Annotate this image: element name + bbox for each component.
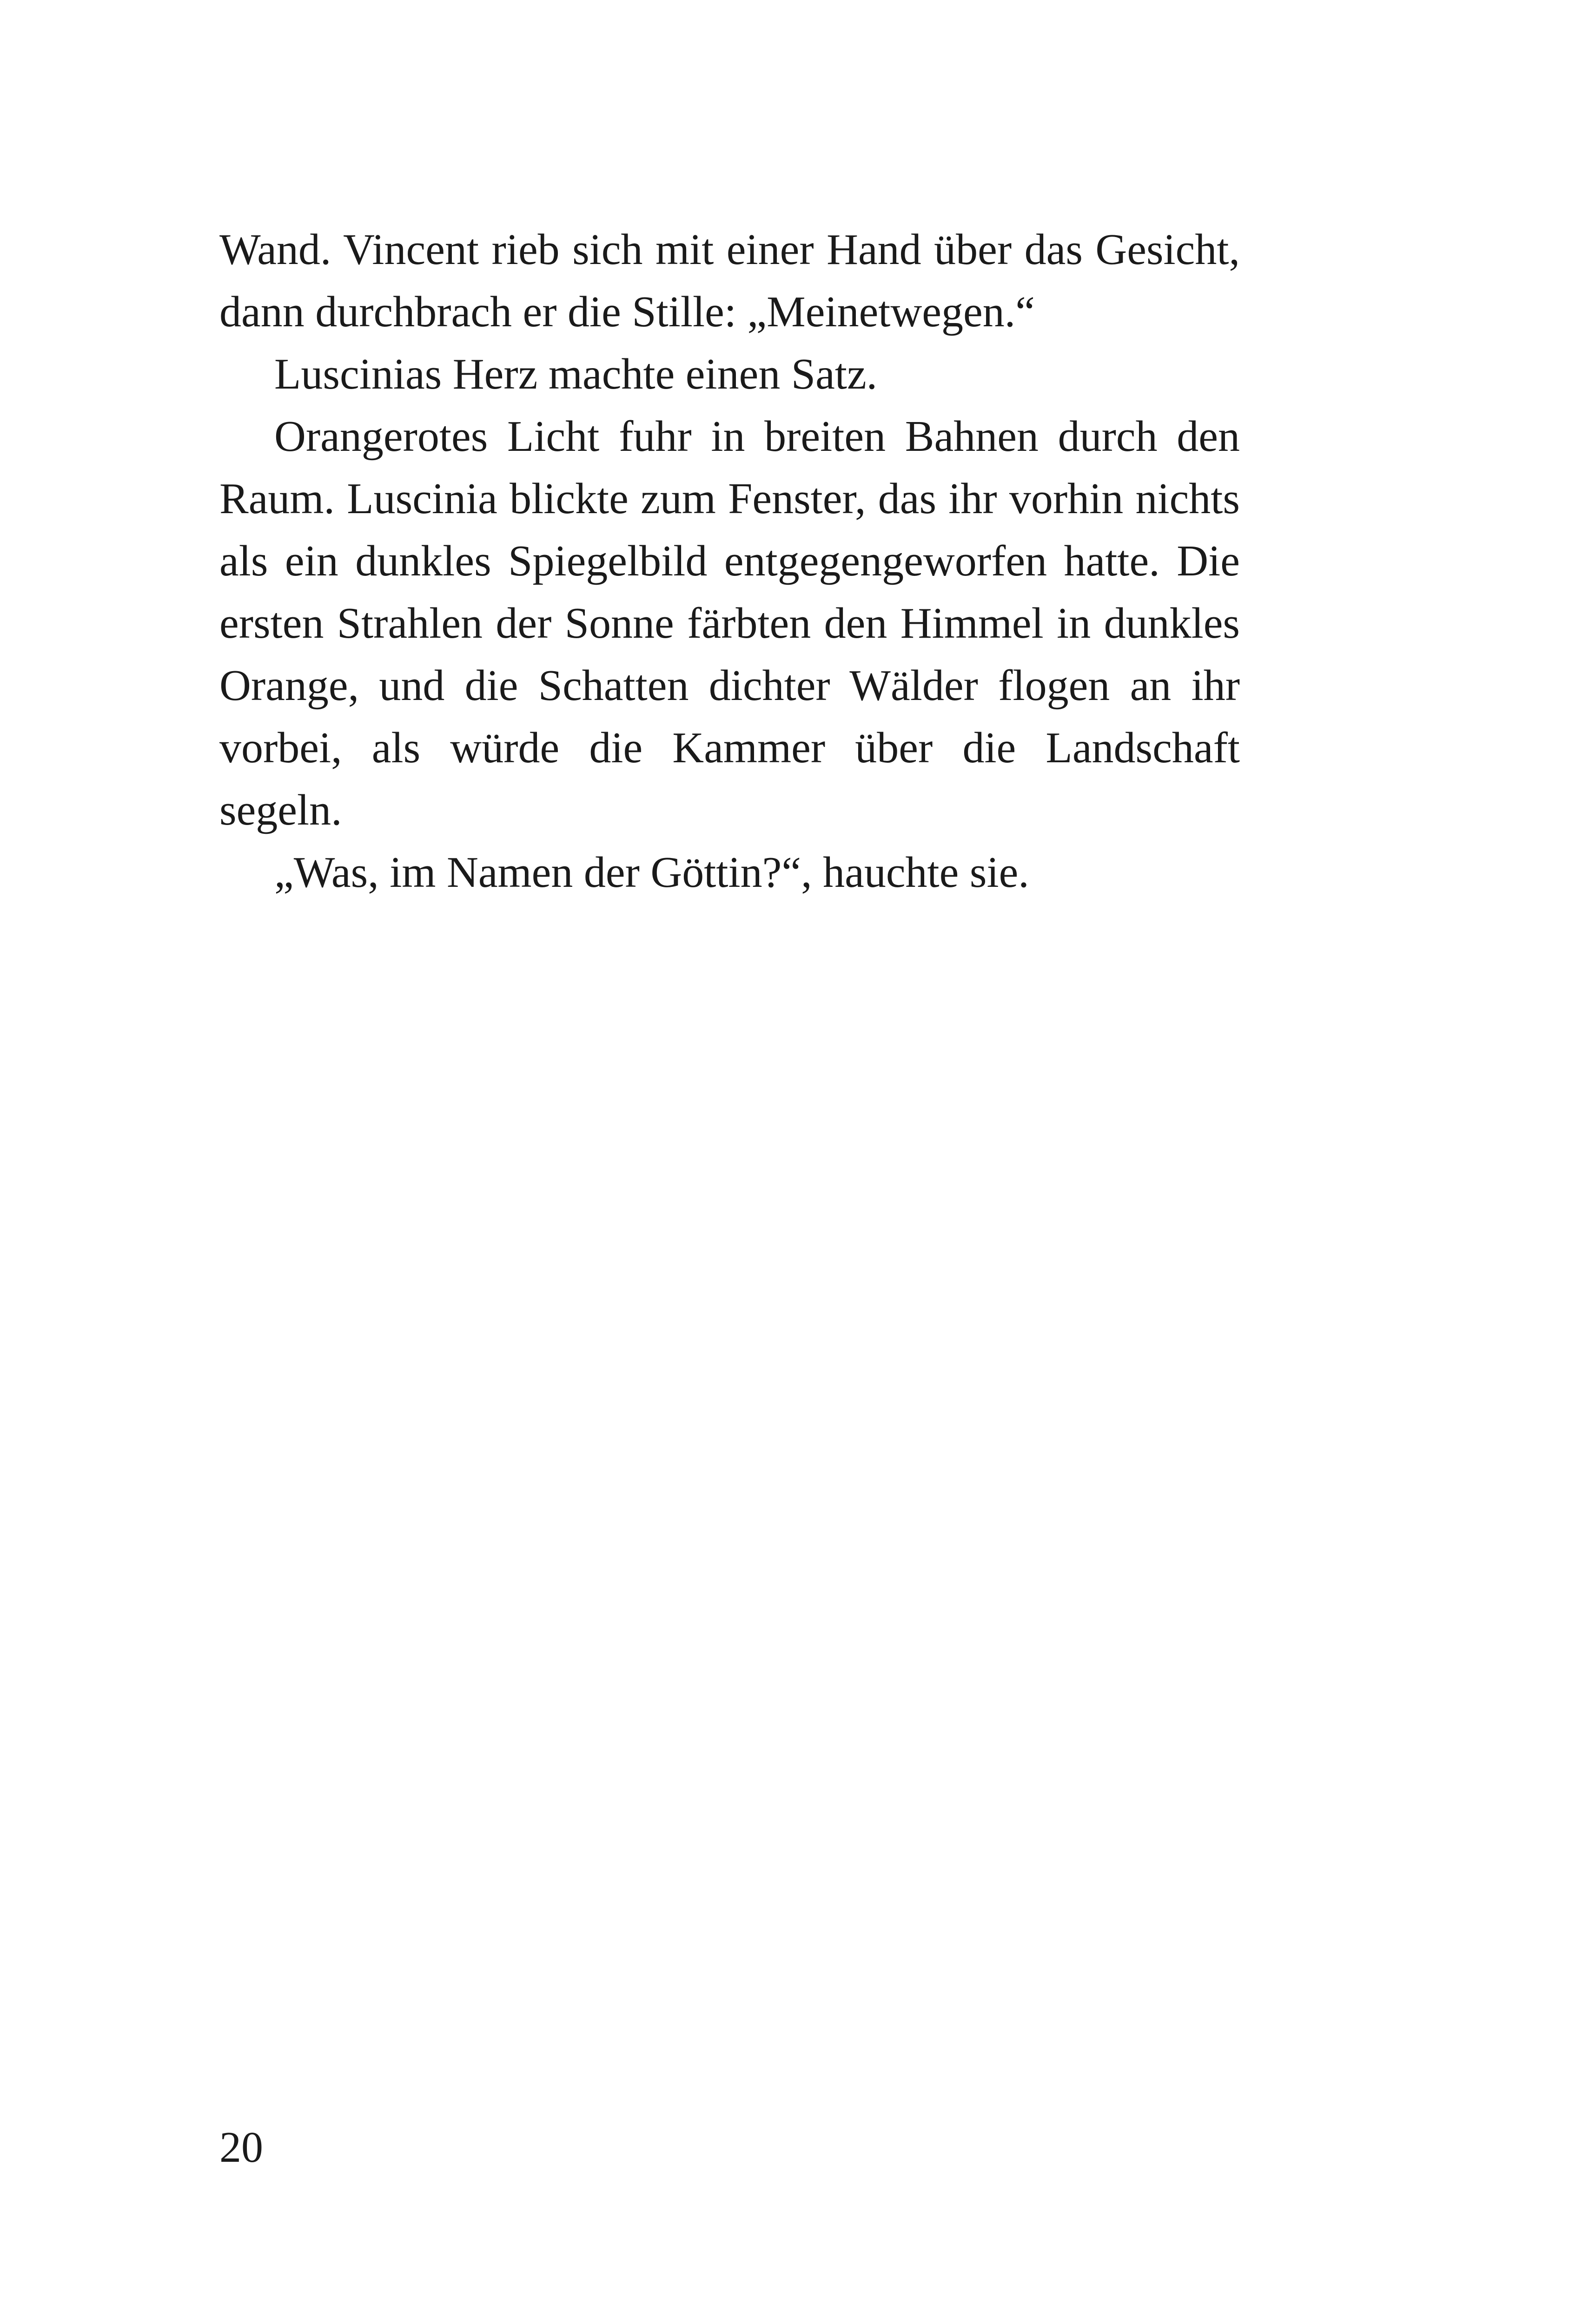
paragraph: Orangerotes Licht fuhr in breiten Bahnen durch den Raum. Luscinia blickte zum Fenster, das ihr vorhin nichts als ein dunkles Spiegelbild entgegengeworfen hatte. Die ersten Strahlen der Sonne färbten den Himmel in dunkles Orange, und die Schatten dichter Wälder flogen an ihr vorbei, als würde die Kammer über die Landschaft segeln. <box>219 412 1240 834</box>
page-number: 20 <box>219 2123 263 2172</box>
paragraph: Luscinias Herz machte einen Satz. <box>274 350 878 398</box>
paragraph: „Was, im Namen der Göttin?“, hauchte sie. <box>274 848 1029 897</box>
body-text <box>219 218 1240 904</box>
paragraph-continuation: Wand. Vincent rieb sich mit einer Hand über das Gesicht, dann durchbrach er die Stille: „Meinetwegen.“ <box>219 225 1240 336</box>
